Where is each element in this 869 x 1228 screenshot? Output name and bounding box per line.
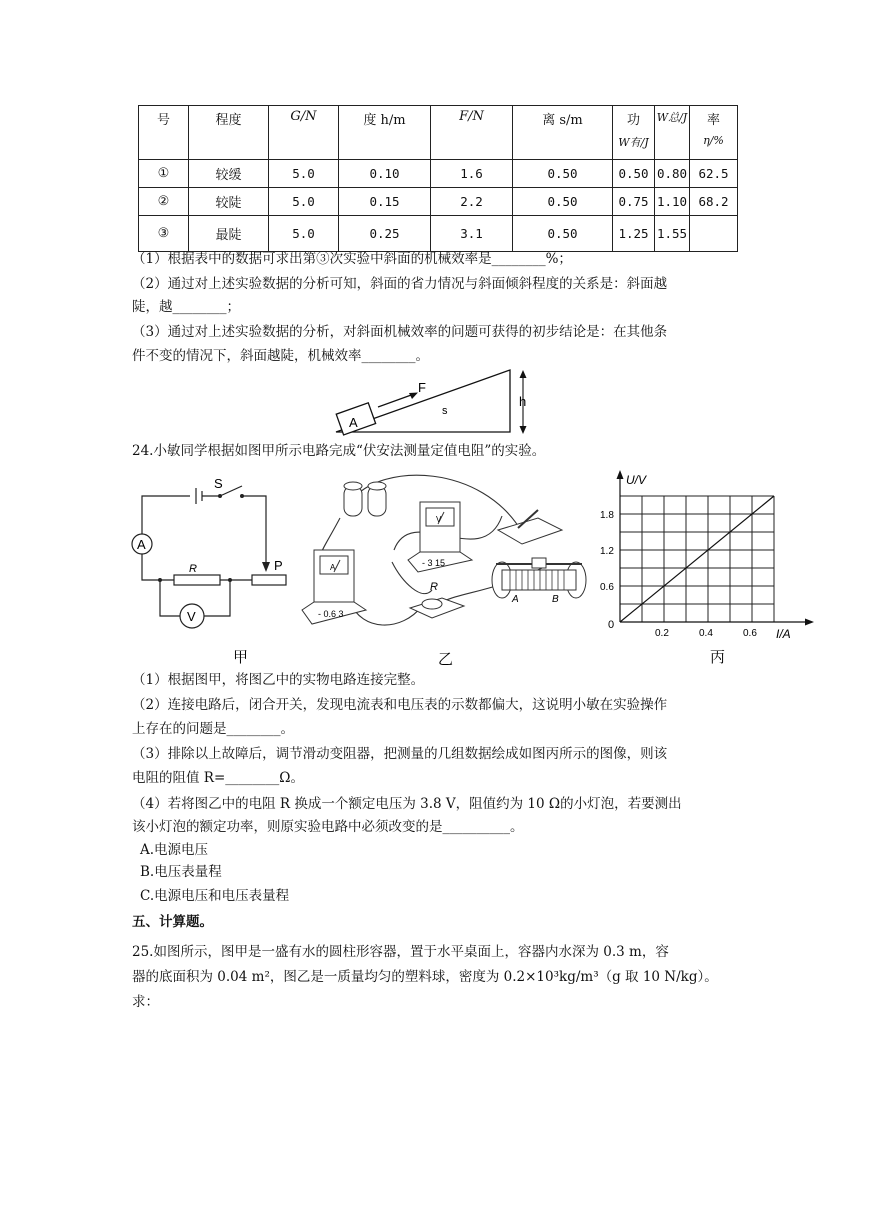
q24-line-3: 上存在的问题是________。 [132,721,294,737]
header-cell: W总/J [655,106,690,160]
distance-label: s [442,405,448,417]
table-cell: ① [139,160,189,188]
table-cell: 1.25 [613,216,655,252]
table-cell: 1.6 [431,160,513,188]
q23-line-4: （3）通过对上述实验数据的分析，对斜面机械效率的问题可获得的初步结论是：在其他条 [132,324,668,340]
resistor-device [410,581,464,618]
table-row [139,160,738,188]
table-cell: 较缓 [189,160,269,188]
table-cell: 0.15 [339,188,431,216]
table-cell: 62.5 [690,160,738,188]
y-tick-label: 0.6 [600,582,614,593]
y-tick-label: 1.8 [600,510,614,521]
table-row [139,216,738,252]
header-cell: 度 h/m [339,106,431,160]
header-cell: 程度 [189,106,269,160]
q25-line-3: 求： [132,994,159,1010]
y-axis-label: U/V [626,473,647,487]
incline-figure [330,364,540,440]
rheostat-end-b: B [552,594,559,605]
x-axis-label: I/A [776,627,791,641]
figure-caption-c: 丙 [710,649,726,666]
table-cell: 0.25 [339,216,431,252]
option-b: B.电压表量程 [140,864,222,880]
experiment-table [138,105,738,252]
resistor-label: R [189,563,197,575]
table-cell: 0.50 [613,160,655,188]
voltmeter-terminals: - 3 15 [422,558,446,568]
q24-line-4: （3）排除以上故障后，调节滑动变阻器，把测量的几组数据绘成如图丙所示的图像，则该 [132,746,668,762]
table-cell: 0.50 [513,188,613,216]
q23-line-3: 陡，越________； [132,299,240,315]
switch-device [498,510,562,544]
q24-line-2: （2）连接电路后，闭合开关，发现电流表和电压表的示数都偏大，这说明小敏在实验操作 [132,697,668,713]
battery-pack [344,482,386,516]
q23-line-5: 件不变的情况下，斜面越陡，机械效率________。 [132,348,429,364]
option-a: A.电源电压 [140,842,209,858]
circuit-diagram [128,476,303,676]
ammeter-terminals: - 0.6 3 [318,609,344,619]
ammeter-device [302,550,366,624]
voltmeter-device [408,502,472,572]
header-cell: 率 η/% [690,106,738,160]
chart-series [620,496,774,622]
table-cell: 2.2 [431,188,513,216]
y-axis-arrow [617,470,624,479]
x-axis-arrow [805,619,814,626]
table-cell: 5.0 [269,188,339,216]
table-cell [690,216,738,252]
series-line [620,496,774,622]
svg-text:A: A [330,563,336,572]
figure-caption-b: 乙 [438,651,454,668]
table-cell: 0.50 [513,216,613,252]
header-cell: F/N [431,106,513,160]
table-cell: ② [139,188,189,216]
table-cell: 0.50 [513,160,613,188]
svg-text:V: V [436,515,442,524]
table-cell: 0.75 [613,188,655,216]
table-cell: 68.2 [690,188,738,216]
x-tick-label: 0.6 [743,628,757,639]
rheostat-end-a: A [512,594,519,605]
q23-line-1: （1）根据表中的数据可求出第③次实验中斜面的机械效率是________%； [132,251,572,267]
header-cell: G/N [269,106,339,160]
table-cell: 1.55 [655,216,690,252]
q25-line-1: 25.如图所示，图甲是一盛有水的圆柱形容器，置于水平桌面上，容器内水深为 0.3 m，容 [132,944,669,960]
apparatus-resistor-label: R [430,581,438,593]
height-arrow-bottom [520,426,527,434]
table-cell: 0.10 [339,160,431,188]
q24-line-6: （4）若将图乙中的电阻 R 换成一个额定电压为 3.8 V，阻值约为 10 Ω的小灯泡，若要测出 [132,796,682,812]
y-tick-label: 1.2 [600,546,614,557]
force-label: F [418,380,426,395]
table-cell: 1.10 [655,188,690,216]
height-label: h [519,394,527,409]
voltmeter-label: V [187,609,196,624]
ui-chart [600,466,825,680]
table-cell: ③ [139,216,189,252]
slider-label: P [274,558,283,573]
q24-line-5: 电阻的阻值 R=________Ω。 [132,770,304,786]
table-row [139,188,738,216]
apparatus-diagram [292,472,592,668]
q23-line-2: （2）通过对上述实验数据的分析可知，斜面的省力情况与斜面倾斜程度的关系是：斜面越 [132,276,668,292]
origin-label: 0 [608,619,615,631]
table-cell: 较陡 [189,188,269,216]
table-header-row [139,106,738,160]
figure-caption-a: 甲 [233,649,249,666]
block-label: A [349,415,358,430]
table-cell: 5.0 [269,216,339,252]
header-cell: 号 [139,106,189,160]
table-cell: 最陡 [189,216,269,252]
table-cell: 0.80 [655,160,690,188]
ammeter-label: A [137,537,146,552]
table-cell: 3.1 [431,216,513,252]
q24-title: 24.小敏同学根据如图甲所示电路完成“伏安法测量定值电阻”的实验。 [132,443,546,459]
height-arrow-top [520,370,527,378]
q24-line-1: （1）根据图甲，将图乙中的实物电路连接完整。 [132,672,425,688]
section-heading: 五、计算题。 [132,914,213,930]
q25-line-2: 器的底面积为 0.04 m²，图乙是一质量均匀的塑料球，密度为 0.2×10³kg/m³（g 取 10 N/kg）。 [132,969,718,985]
header-cell: 功 W有/J [613,106,655,160]
option-c: C.电源电压和电压表量程 [140,888,290,904]
header-cell: 离 s/m [513,106,613,160]
table-cell: 5.0 [269,160,339,188]
x-tick-label: 0.2 [655,628,669,639]
q24-line-7: 该小灯泡的额定功率，则原实验电路中必须改变的是__________。 [132,819,524,835]
switch-label: S [214,476,223,491]
force-arrow [378,394,414,407]
rheostat-device [492,558,586,605]
x-tick-label: 0.4 [699,628,713,639]
